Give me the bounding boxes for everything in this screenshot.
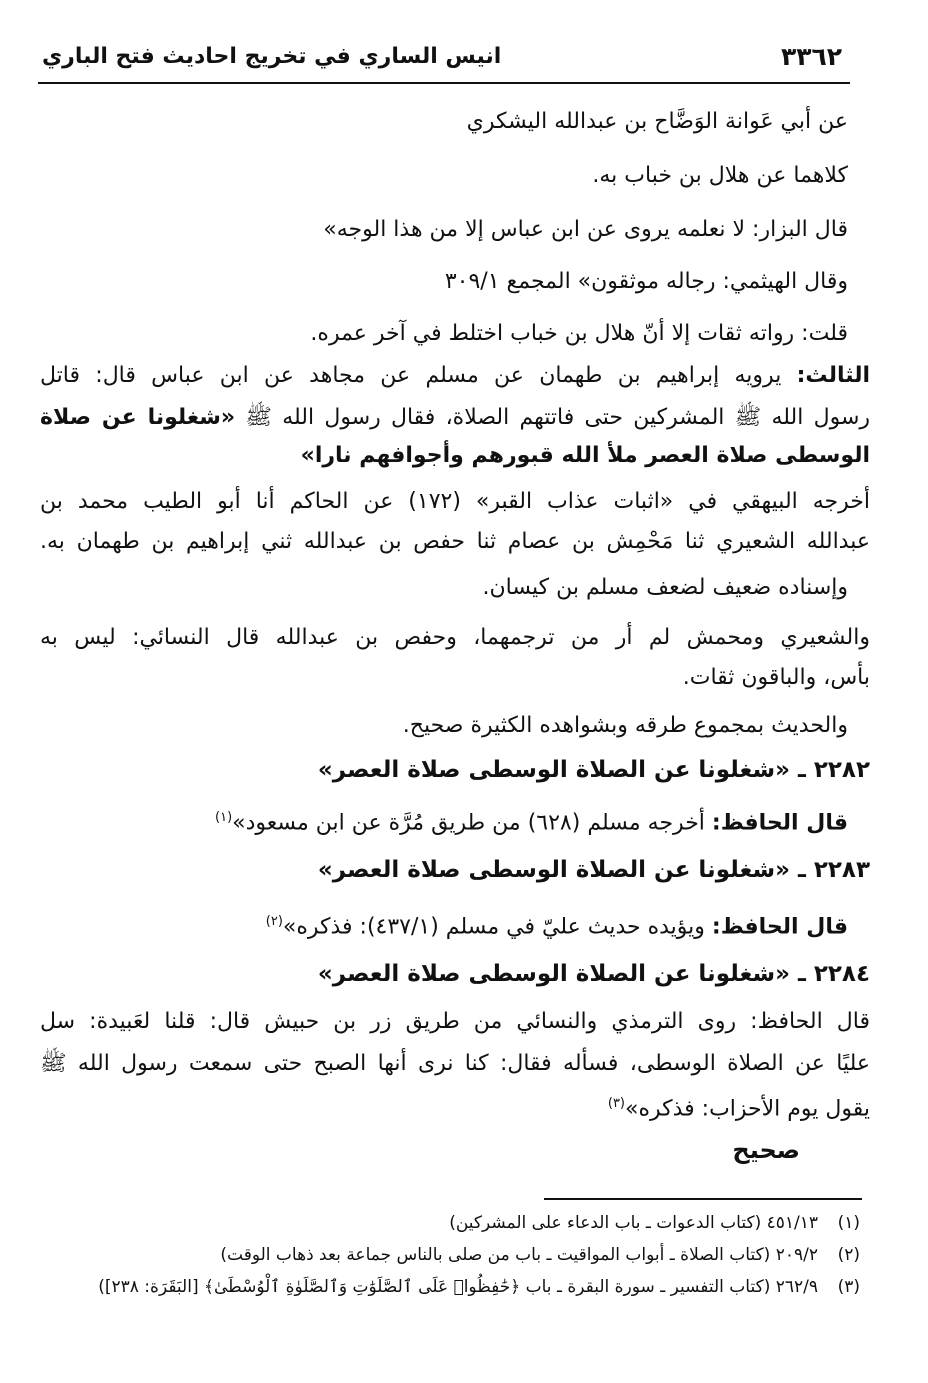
text-line <box>40 400 870 436</box>
text-line: كلاهما عن هلال بن خباب به. <box>592 163 848 188</box>
footnote-text: ٢٦٢/٩ (كتاب التفسير ـ سورة البقرة ـ باب ﴿حَٰفِظُوا۟ عَلَى ٱلصَّلَوَٰتِ وَٱلصَّلَوٰةِ ٱلْوُسْطَىٰ﴾ [البَقَرَة: ٢٣٨]) <box>98 1277 818 1297</box>
text-line: وقال الهيثمي: رجاله موثقون» المجمع ٣٠٩/١ <box>444 269 848 294</box>
text-line: بأس، والباقون ثقات. <box>682 665 870 690</box>
text-line: قلت: رواته ثقات إلا أنّ هلال بن خباب اختلط في آخر عمره. <box>310 321 848 346</box>
paragraph-third-line <box>40 358 870 394</box>
verdict: صحيح <box>732 1136 800 1164</box>
page-number: ٣٣٦٢ <box>780 42 842 71</box>
footnote-number: (٢) <box>837 1245 860 1265</box>
text-line: أخرجه البيهقي في «اثبات عذاب القبر» (١٧٢) عن الحاكم أنا أبو الطيب محمد بن <box>40 489 870 514</box>
section-label: الثالث: <box>796 363 870 388</box>
running-title: انيس الساري في تخريج احاديث فتح الباري <box>42 44 502 69</box>
hadith-heading: ٢٢٨٢ ـ «شغلونا عن الصلاة الوسطى صلاة العصر» <box>317 757 870 783</box>
hadith-text: الوسطى صلاة العصر ملأ الله قبورهم وأجوافهم نارا» <box>300 443 870 468</box>
text-line <box>215 800 848 841</box>
text-line: عليًا عن الصلاة الوسطى، فسأله فقال: كنا نرى أنها الصبح حتى سمعت رسول الله ﷺ <box>40 1051 870 1076</box>
text-span: يقول يوم الأحزاب: فذكره» <box>625 1096 870 1122</box>
section-label: قال الحافظ: <box>711 810 848 836</box>
text-line <box>608 1086 870 1127</box>
footnote-number: (٣) <box>837 1277 860 1297</box>
text-line: والشعيري ومحمش لم أر من ترجمهما، وحفص بن عبدالله قال النسائي: ليس به <box>40 625 870 650</box>
section-label: قال الحافظ: <box>711 914 848 940</box>
text-line: عبدالله الشعيري ثنا مَحْمِش بن عصام ثنا حفص بن عبدالله ثني إبراهيم بن طهمان به. <box>40 529 870 554</box>
text-span: أخرجه مسلم (٦٢٨) من طريق مُرَّة عن ابن مسعود» <box>232 810 705 836</box>
text-span: رسول الله ﷺ المشركين حتى فاتتهم الصلاة، فقال رسول الله ﷺ <box>245 405 871 430</box>
text-span: يرويه إبراهيم بن طهمان عن مسلم عن مجاهد عن ابن عباس قال: قاتل <box>40 363 782 388</box>
text-line: عن أبي عَوانة الوَضَّاح بن عبدالله اليشكري <box>466 109 848 134</box>
footnote-text: ٢٠٩/٢ (كتاب الصلاة ـ أبواب المواقيت ـ باب من صلى بالناس جماعة بعد ذهاب الوقت) <box>220 1245 818 1265</box>
footnote-divider <box>544 1198 862 1200</box>
footnote <box>98 1274 860 1300</box>
text-line: وإسناده ضعيف لضعف مسلم بن كيسان. <box>482 575 848 600</box>
text-line: والحديث بمجموع طرقه وبشواهده الكثيرة صحيح. <box>402 713 848 738</box>
text-line: قال البزار: لا نعلمه يروى عن ابن عباس إلا من هذا الوجه» <box>323 217 848 242</box>
footnote-ref: (١) <box>215 810 233 825</box>
hadith-heading: ٢٢٨٤ ـ «شغلونا عن الصلاة الوسطى صلاة العصر» <box>317 961 870 987</box>
footnote <box>449 1210 860 1236</box>
hadith-text: «شغلونا عن صلاة <box>40 405 236 430</box>
text-line: قال الحافظ: روى الترمذي والنسائي من طريق زر بن حبيش قال: قلنا لعَبيدة: سل <box>40 1009 870 1034</box>
page-header <box>38 38 850 84</box>
hadith-heading: ٢٢٨٣ ـ «شغلونا عن الصلاة الوسطى صلاة العصر» <box>317 857 870 883</box>
text-span: ويؤيده حديث عليّ في مسلم (٤٣٧/١): فذكره» <box>282 914 705 940</box>
footnote-text: ٤٥١/١٣ (كتاب الدعوات ـ باب الدعاء على المشركين) <box>449 1213 818 1233</box>
footnote <box>220 1242 860 1268</box>
footnote-ref: (٢) <box>265 914 283 929</box>
footnote-ref: (٣) <box>607 1096 625 1111</box>
footnote-number: (١) <box>837 1213 860 1233</box>
text-line <box>266 904 848 945</box>
